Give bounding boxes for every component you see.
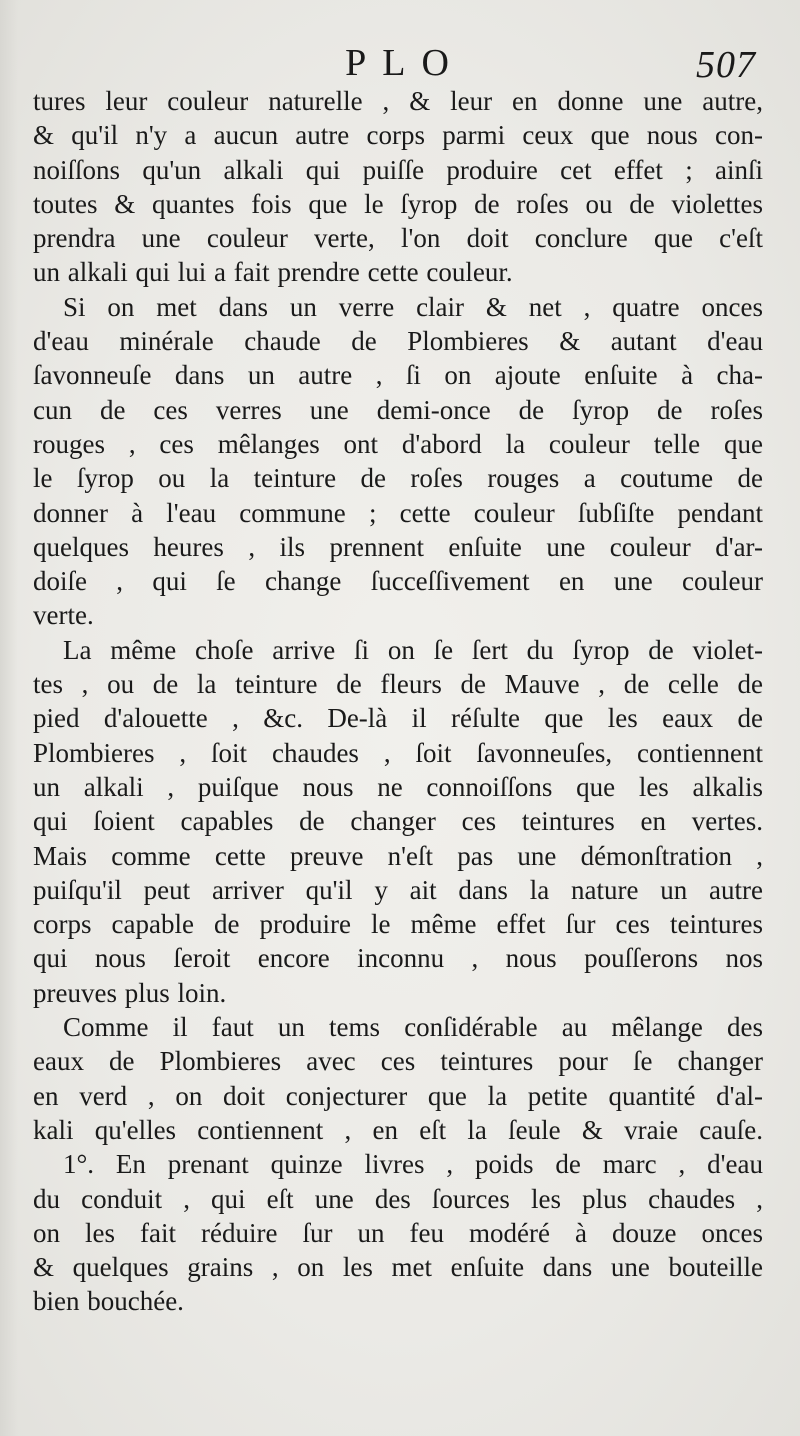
text-line: Comme il faut un tems conſidérable au mêlange des — [63, 1012, 763, 1043]
text-line: eaux de Plombieres avec ces teintures pour ſe changer — [33, 1046, 763, 1077]
text-line: pied d'alouette , &c. De-là il réſulte que les eaux de — [33, 703, 763, 734]
text-line: du conduit , qui eſt une des ſources les plus chaudes , — [33, 1183, 763, 1214]
running-head: PLO — [345, 42, 465, 84]
text-line: qui nous ſeroit encore inconnu , nous pouſſerons nos — [33, 943, 763, 974]
text-line: rouges , ces mêlanges ont d'abord la couleur telle que — [33, 428, 763, 459]
text-line: quelques heures , ils prennent enſuite une couleur d'ar- — [33, 531, 763, 562]
gutter-shadow — [0, 0, 18, 1436]
text-line: Si on met dans un verre clair & net , quatre onces — [63, 291, 763, 322]
text-line: doiſe , qui ſe change ſucceſſivement en une couleur — [33, 566, 763, 597]
text-line: tures leur couleur naturelle , & leur en donne une autre, — [33, 86, 763, 116]
text-line: & qu'il n'y a aucun autre corps parmi ceux que nous con- — [33, 120, 763, 151]
paragraph — [33, 633, 763, 1010]
body-text — [33, 84, 763, 1319]
text-line: Mais comme cette preuve n'eſt pas une démonſtration , — [33, 840, 763, 871]
text-line: kali qu'elles contiennent , en eſt la ſeule & vraie cauſe. — [33, 1114, 763, 1145]
text-line: toutes & quantes fois que le ſyrop de roſes ou de violettes — [33, 188, 763, 219]
text-line: cun de ces verres une demi-once de ſyrop de roſes — [33, 394, 763, 425]
paragraph — [33, 1010, 763, 1147]
page-number: 507 — [696, 44, 756, 86]
text-line: un alkali qui lui a fait prendre cette couleur. — [33, 257, 513, 288]
text-line: le ſyrop ou la teinture de roſes rouges a coutume de — [33, 463, 763, 494]
text-line: d'eau minérale chaude de Plombieres & autant d'eau — [33, 326, 763, 357]
text-line: 1°. En prenant quinze livres , poids de marc , d'eau — [63, 1149, 763, 1180]
text-line: qui ſoient capables de changer ces teintures en vertes. — [33, 806, 763, 837]
paragraph — [33, 290, 763, 633]
text-line: un alkali , puiſque nous ne connoiſſons que les alkalis — [33, 771, 763, 802]
page-header — [0, 38, 800, 88]
text-line: noiſſons qu'un alkali qui puiſſe produire cet effet ; ainſi — [33, 154, 763, 185]
text-line: La même choſe arrive ſi on ſe ſert du ſyrop de violet- — [63, 634, 763, 665]
text-line: Plombieres , ſoit chaudes , ſoit ſavonneuſes, contiennent — [33, 737, 763, 768]
text-line: & quelques grains , on les met enſuite dans une bouteille — [33, 1252, 763, 1283]
text-line: corps capable de produire le même effet ſur ces teintures — [33, 909, 763, 940]
text-line: on les fait réduire ſur un feu modéré à douze onces — [33, 1217, 763, 1248]
text-line: bien bouchée. — [33, 1286, 184, 1317]
text-line: en verd , on doit conjecturer que la petite quantité d'al- — [33, 1080, 763, 1111]
paragraph — [33, 1147, 763, 1318]
text-line: prendra une couleur verte, l'on doit conclure que c'eſt — [33, 223, 763, 254]
text-line: verte. — [33, 600, 94, 631]
paragraph — [33, 84, 763, 290]
text-line: tes , ou de la teinture de fleurs de Mauve , de celle de — [33, 669, 763, 700]
text-line: ſavonneuſe dans un autre , ſi on ajoute enſuite à cha- — [33, 360, 763, 391]
text-line: puiſqu'il peut arriver qu'il y ait dans la nature un autre — [33, 874, 763, 905]
text-line: donner à l'eau commune ; cette couleur ſubſiſte pendant — [33, 497, 763, 528]
text-line: preuves plus loin. — [33, 977, 227, 1008]
